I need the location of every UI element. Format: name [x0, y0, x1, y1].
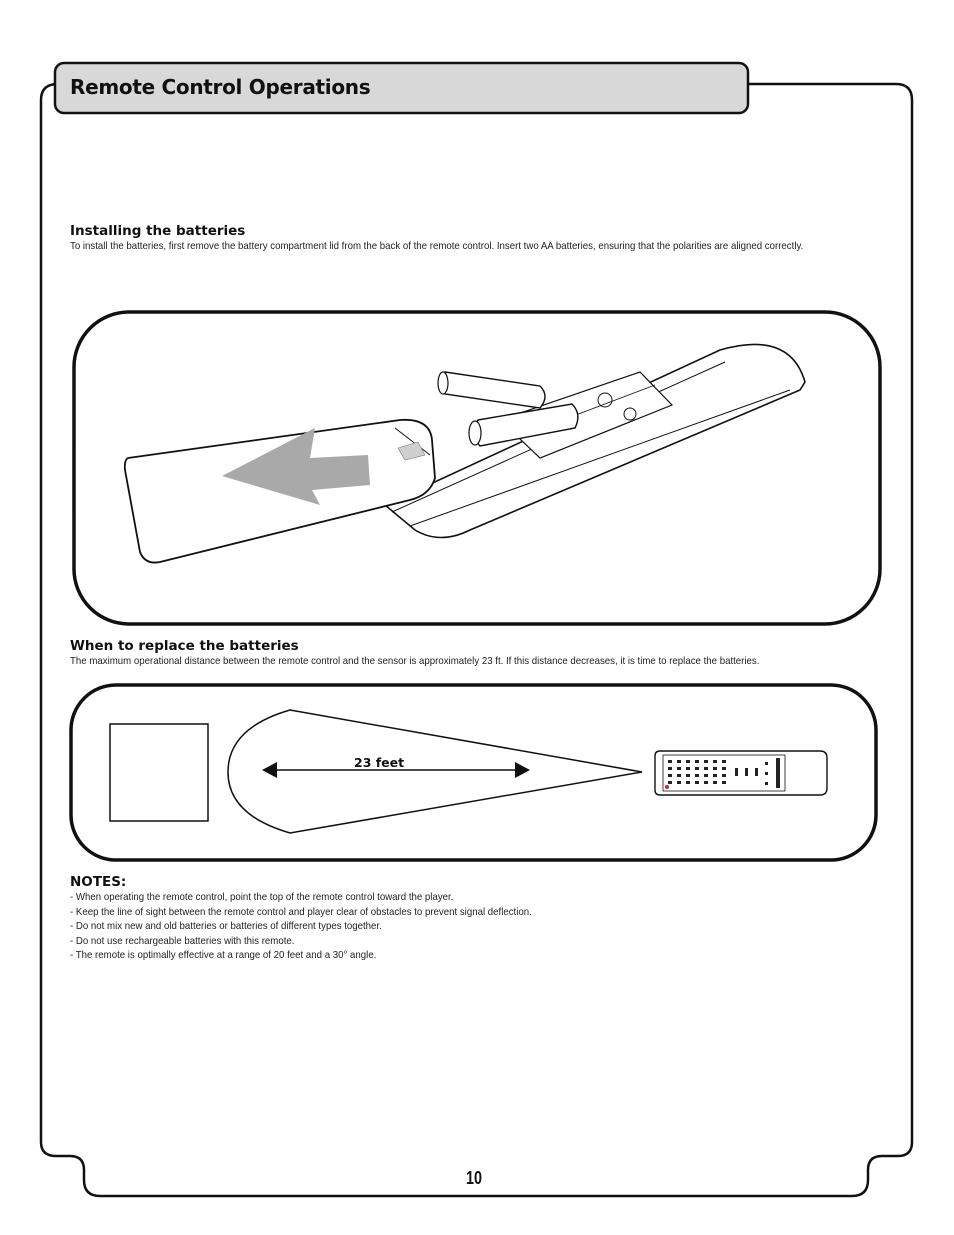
note-item: - Keep the line of sight between the remote control and player clear of obstacles to prevent signal deflection. [70, 905, 532, 918]
notes-heading: NOTES: [70, 874, 127, 890]
page-number: 10 [466, 1168, 483, 1188]
replace-heading: When to replace the batteries [70, 638, 299, 654]
note-item: - The remote is optimally effective at a range of 20 feet and a 30° angle. [70, 949, 377, 962]
remote-control-icon [655, 751, 827, 795]
replace-text: The maximum operational distance between the remote control and the sensor is approximately 23 ft. If this distance decreases, it is time to replace the batteries. [70, 655, 760, 667]
distance-label: 23 feet [354, 755, 405, 770]
note-item: - Do not use rechargeable batteries with this remote. [70, 934, 295, 947]
notes-list [70, 890, 532, 963]
install-heading: Installing the batteries [70, 223, 246, 239]
install-text: To install the batteries, first remove the battery compartment lid from the back of the remote control. Insert two AA batteries, ensuring that the polarities are aligned correctly. [70, 240, 804, 252]
page-title: Remote Control Operations [70, 75, 371, 99]
note-item: - When operating the remote control, point the top of the remote control toward the player. [70, 891, 454, 903]
note-item: - Do not mix new and old batteries or batteries of different types together. [70, 920, 382, 933]
